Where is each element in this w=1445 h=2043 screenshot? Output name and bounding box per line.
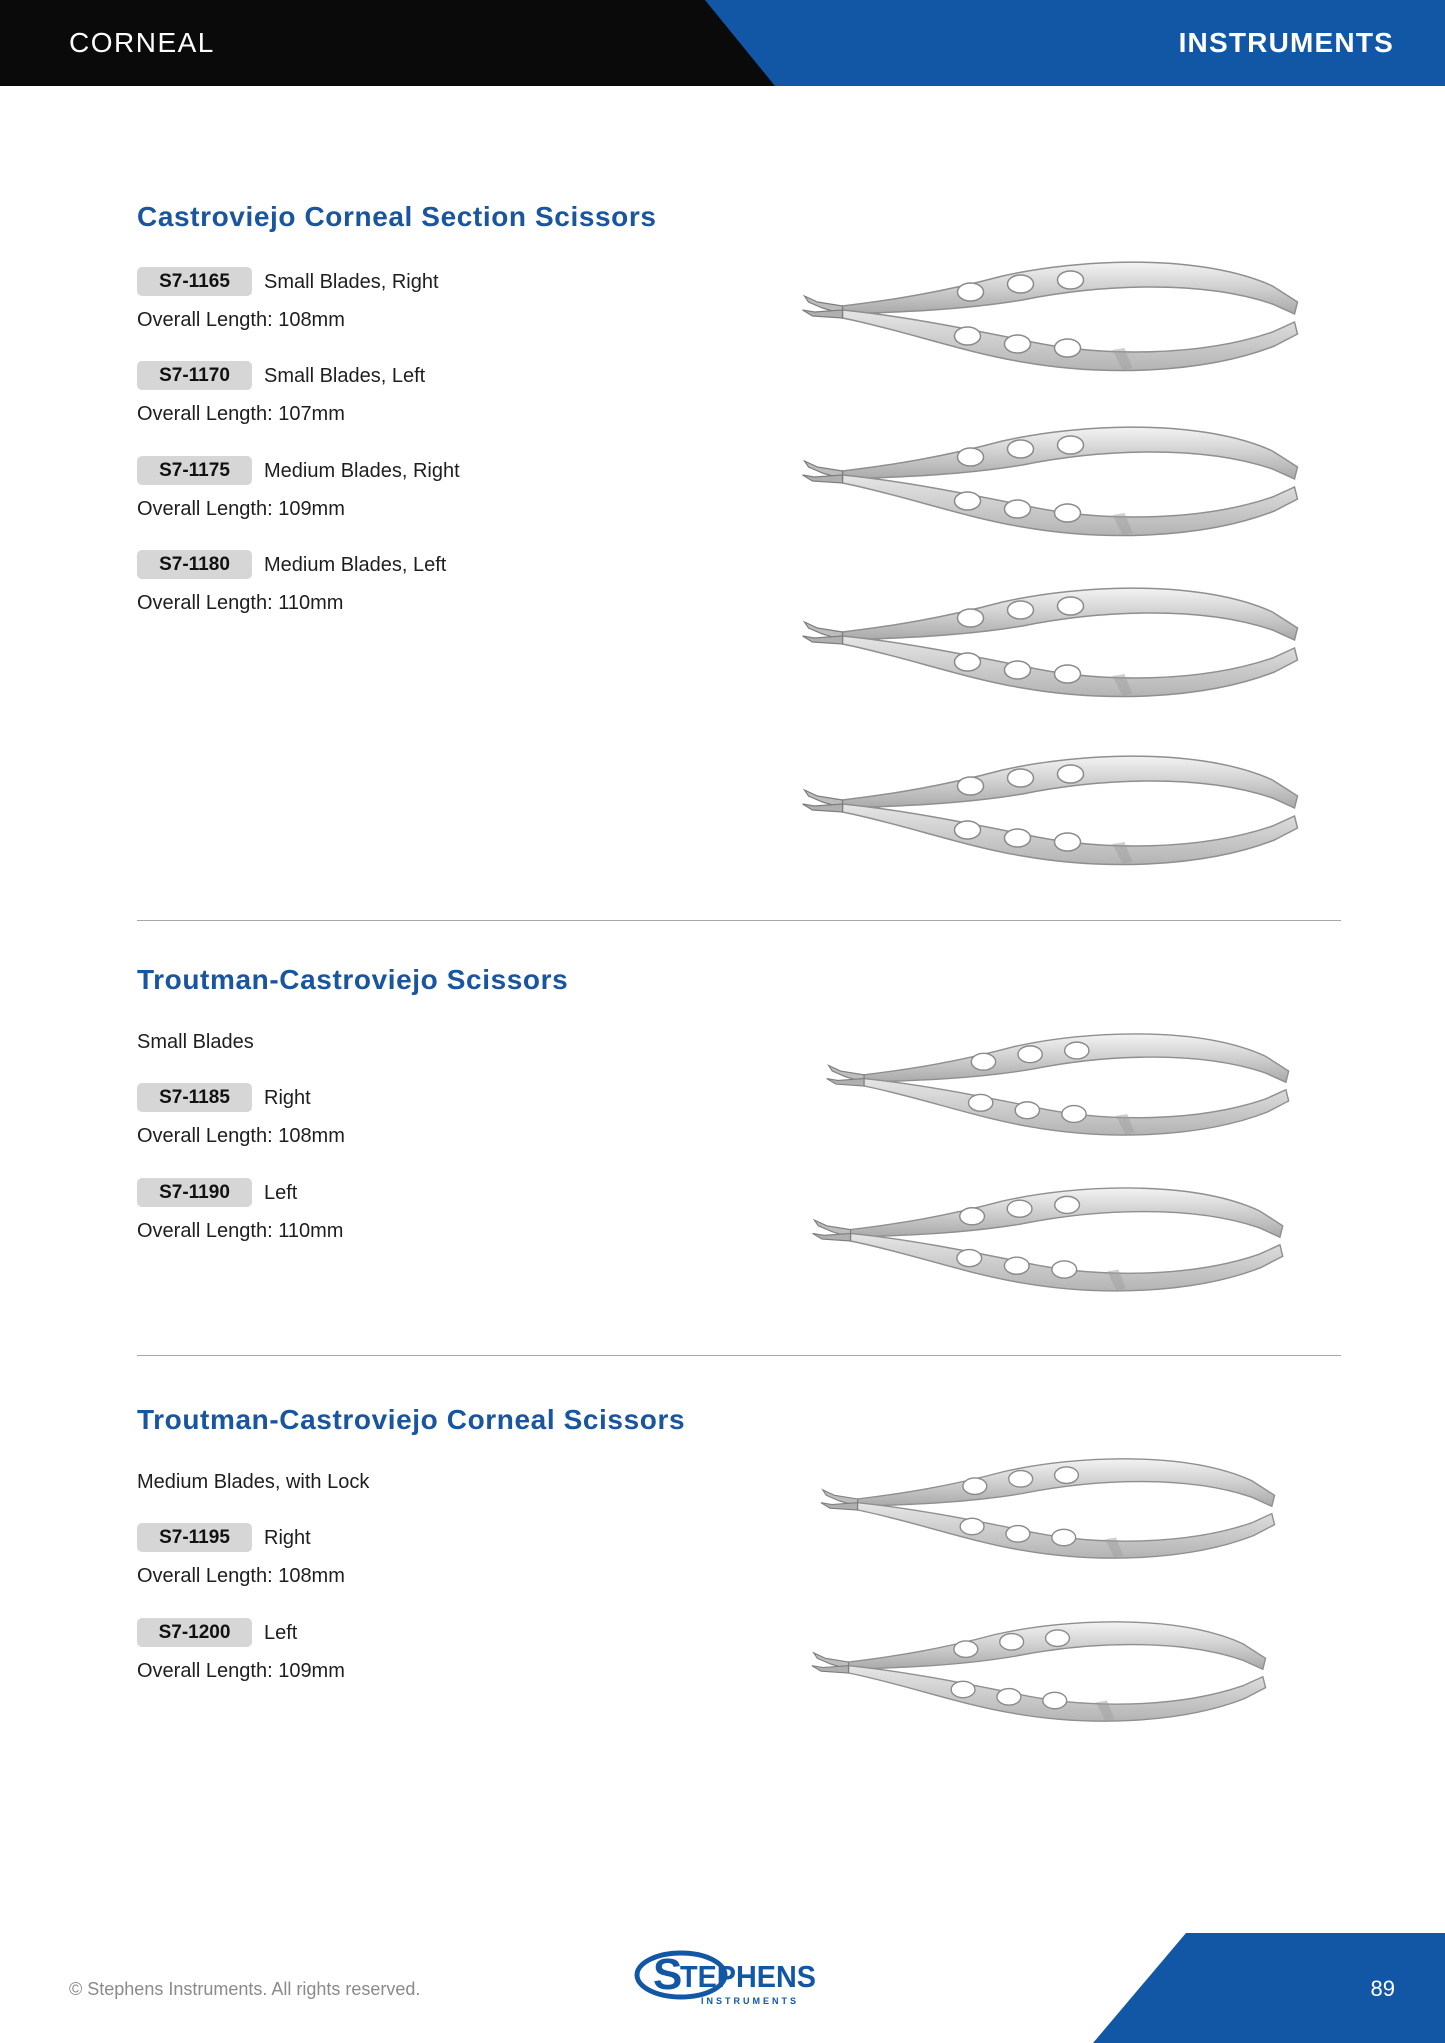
product-code-badge: S7-1180 (137, 550, 252, 579)
scissors-image-s7-1165 (800, 258, 1305, 378)
svg-text:INSTRUMENTS: INSTRUMENTS (701, 1996, 799, 2006)
product-description: Left (264, 1181, 298, 1204)
section-divider (137, 1355, 1341, 1356)
product-row (137, 360, 425, 390)
product-length: Overall Length: 110mm (137, 592, 344, 614)
product-row (137, 1617, 297, 1647)
product-row (137, 1177, 297, 1207)
page-number: 89 (1370, 1976, 1395, 2001)
header-category: CORNEAL (69, 27, 215, 58)
product-code-badge: S7-1190 (137, 1178, 252, 1207)
product-code-badge: S7-1185 (137, 1083, 252, 1112)
scissors-image-s7-1170 (800, 423, 1305, 543)
svg-text:S: S (653, 1950, 683, 1999)
product-row (137, 1522, 311, 1552)
scissors-image-s7-1175 (800, 584, 1305, 704)
section-title-castroviejo: Castroviejo Corneal Section Scissors (137, 201, 657, 232)
product-description: Medium Blades, Right (264, 459, 460, 482)
product-length: Overall Length: 108mm (137, 1565, 345, 1587)
scissors-image-s7-1195 (820, 1455, 1280, 1565)
section-title-troutman-corneal: Troutman-Castroviejo Corneal Scissors (137, 1404, 686, 1435)
stephens-logo (633, 1948, 849, 2008)
product-code-badge: S7-1165 (137, 267, 252, 296)
product-description: Small Blades, Left (264, 364, 426, 387)
product-description: Medium Blades, Left (264, 553, 447, 576)
product-length: Overall Length: 107mm (137, 403, 345, 425)
svg-text:TEPHENS: TEPHENS (680, 1959, 816, 1994)
product-length: Overall Length: 108mm (137, 309, 345, 331)
scissors-image-s7-1190 (810, 1184, 1290, 1298)
product-description: Left (264, 1621, 298, 1644)
product-code-badge: S7-1200 (137, 1618, 252, 1647)
footer-copyright: © Stephens Instruments. All rights reserved. (69, 1979, 421, 1999)
product-length: Overall Length: 109mm (137, 1660, 345, 1682)
header-section: INSTRUMENTS (1178, 27, 1394, 58)
product-row (137, 1082, 311, 1112)
scissors-image-s7-1180 (800, 752, 1305, 872)
product-description: Small Blades, Right (264, 270, 439, 293)
product-description: Right (264, 1526, 311, 1549)
scissors-image-s7-1185 (825, 1030, 1295, 1142)
product-code-badge: S7-1170 (137, 361, 252, 390)
product-length: Overall Length: 109mm (137, 498, 345, 520)
product-row (137, 266, 439, 296)
product-row (137, 549, 446, 579)
scissors-image-s7-1200 (810, 1618, 1272, 1728)
section-subtitle: Small Blades (137, 1031, 254, 1053)
section-subtitle: Medium Blades, with Lock (137, 1471, 370, 1493)
product-code-badge: S7-1195 (137, 1523, 252, 1552)
product-row (137, 455, 460, 485)
product-description: Right (264, 1086, 311, 1109)
section-divider (137, 920, 1341, 921)
product-length: Overall Length: 110mm (137, 1220, 344, 1242)
page-header (0, 0, 1445, 86)
product-code-badge: S7-1175 (137, 456, 252, 485)
product-length: Overall Length: 108mm (137, 1125, 345, 1147)
section-title-troutman: Troutman-Castroviejo Scissors (137, 964, 569, 995)
